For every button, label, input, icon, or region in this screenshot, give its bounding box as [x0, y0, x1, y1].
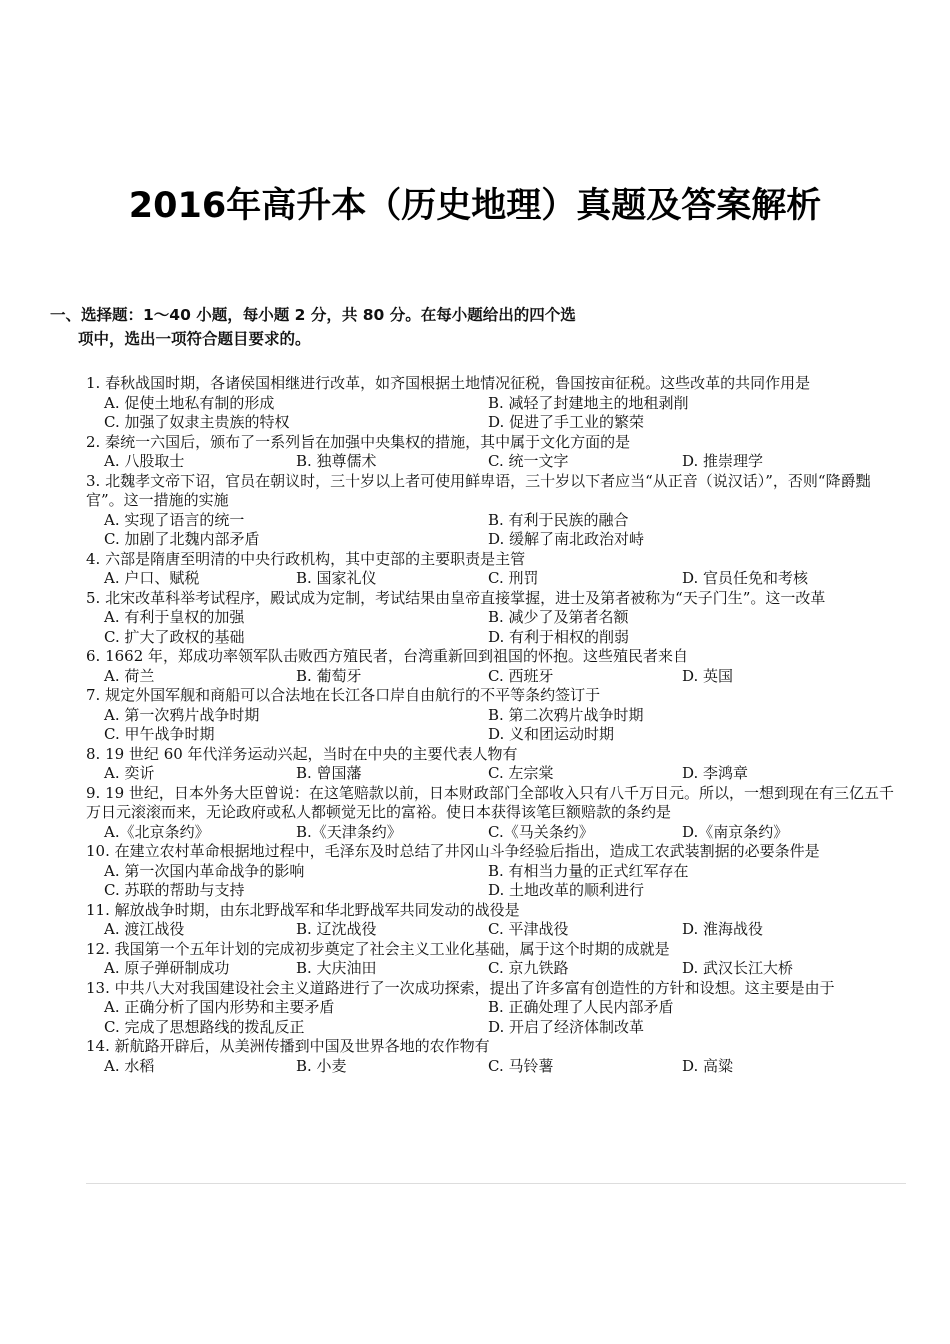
- option-row: [86, 764, 896, 784]
- answer-option: A. 原子弹研制成功: [104, 959, 230, 977]
- question-item: [86, 374, 896, 433]
- option-row: [86, 628, 896, 648]
- answer-option: A. 八股取士: [104, 452, 185, 470]
- answer-option: A. 户口、赋税: [104, 569, 200, 587]
- answer-option: C. 甲午战争时期: [104, 725, 215, 743]
- question-item: [86, 550, 896, 589]
- answer-option: B. 独尊儒术: [296, 452, 377, 470]
- answer-option: C. 刑罚: [488, 569, 539, 587]
- answer-option: C. 苏联的帮助与支持: [104, 881, 245, 899]
- option-row: [86, 569, 896, 589]
- answer-option: C. 加剧了北魏内部矛盾: [104, 530, 260, 548]
- answer-option: B. 减轻了封建地主的地租剥削: [488, 393, 689, 412]
- answer-option: B. 有相当力量的正式红军存在: [488, 861, 689, 880]
- answer-option: A. 第一次国内革命战争的影响: [104, 861, 305, 880]
- answer-option: A. 渡江战役: [104, 920, 185, 938]
- answer-option: C. 加强了奴隶主贵族的特权: [104, 413, 290, 431]
- page-divider: [86, 1183, 906, 1184]
- answer-option: D. 高粱: [682, 1056, 734, 1075]
- answer-option: C. 完成了思想路线的拨乱反正: [104, 1017, 305, 1036]
- question-item: [86, 842, 896, 901]
- option-row: [86, 725, 896, 745]
- question-stem: 3. 北魏孝文帝下诏，官员在朝议时，三十岁以上者可使用鲜卑语，三十岁以下者应当“从正音（说汉话）”，否则“降爵黜官”。这一措施的实施: [86, 471, 871, 509]
- answer-option: D.《南京条约》: [682, 822, 789, 841]
- answer-option: D. 武汉长江大桥: [682, 959, 794, 977]
- option-row: [86, 998, 896, 1018]
- option-row: [86, 1057, 896, 1077]
- question-stem: 12. 我国第一个五年计划的完成初步奠定了社会主义工业化基础，属于这个时期的成就是: [86, 939, 670, 958]
- answer-option: C. 京九铁路: [488, 959, 569, 977]
- answer-option: D. 官员任免和考核: [682, 569, 809, 587]
- answer-option: A. 有利于皇权的加强: [104, 608, 245, 626]
- answer-option: B. 小麦: [296, 1056, 347, 1075]
- question-item: [86, 901, 896, 940]
- answer-option: B. 国家礼仪: [296, 569, 377, 587]
- answer-option: C. 西班牙: [488, 666, 554, 685]
- question-stem: 5. 北宋改革科举考试程序，殿试成为定制，考试结果由皇帝直接掌握，进士及第者被称为“天子门生”。这一改革: [86, 588, 826, 607]
- option-row: [86, 862, 896, 882]
- answer-option: D. 有利于相权的削弱: [488, 627, 630, 646]
- question-item: [86, 472, 896, 550]
- answer-option: B. 葡萄牙: [296, 666, 362, 685]
- question-item: [86, 686, 896, 745]
- answer-option: A. 正确分析了国内形势和主要矛盾: [104, 998, 335, 1016]
- answer-option: A.《北京条约》: [104, 822, 210, 841]
- question-item: [86, 784, 896, 843]
- question-item: [86, 979, 896, 1038]
- question-stem: 6. 1662 年，郑成功率领军队击败西方殖民者，台湾重新回到祖国的怀抱。这些殖民者来自: [86, 647, 689, 665]
- question-item: [86, 433, 896, 472]
- question-item: [86, 589, 896, 648]
- answer-option: C. 马铃薯: [488, 1056, 554, 1075]
- option-row: [86, 511, 896, 531]
- section-instructions-line-2: 项中，选出一项符合题目要求的。: [78, 330, 311, 348]
- option-row: [86, 881, 896, 901]
- question-stem: 7. 规定外国军舰和商船可以合法地在长江各口岸自由航行的不平等条约签订于: [86, 686, 601, 704]
- question-list: [86, 374, 896, 1076]
- answer-option: D. 土地改革的顺利进行: [488, 881, 645, 899]
- answer-option: D. 促进了手工业的繁荣: [488, 413, 645, 431]
- answer-option: A. 第一次鸦片战争时期: [104, 705, 260, 724]
- answer-option: D. 淮海战役: [682, 920, 764, 938]
- question-item: [86, 745, 896, 784]
- question-stem: 4. 六部是隋唐至明清的中央行政机构，其中吏部的主要职责是主管: [86, 549, 526, 568]
- answer-option: B. 大庆油田: [296, 959, 377, 977]
- option-row: [86, 413, 896, 433]
- option-row: [86, 920, 896, 940]
- option-row: [86, 394, 896, 414]
- answer-option: B. 正确处理了人民内部矛盾: [488, 998, 674, 1016]
- option-row: [86, 823, 896, 843]
- option-row: [86, 608, 896, 628]
- answer-option: B. 曾国藩: [296, 764, 362, 782]
- question-item: [86, 940, 896, 979]
- option-row: [86, 706, 896, 726]
- answer-option: D. 推崇理学: [682, 452, 764, 470]
- question-stem: 8. 19 世纪 60 年代洋务运动兴起，当时在中央的主要代表人物有: [86, 744, 518, 763]
- answer-option: A. 奕䜣: [104, 764, 155, 782]
- answer-option: D. 李鸿章: [682, 764, 749, 782]
- answer-option: A. 水稻: [104, 1056, 155, 1075]
- answer-option: B. 减少了及第者名额: [488, 608, 629, 626]
- option-row: [86, 452, 896, 472]
- answer-option: C. 左宗棠: [488, 764, 554, 782]
- answer-option: D. 缓解了南北政治对峙: [488, 530, 645, 548]
- answer-option: D. 义和团运动时期: [488, 725, 615, 743]
- answer-option: B.《天津条约》: [296, 822, 402, 841]
- answer-option: C. 扩大了政权的基础: [104, 627, 245, 646]
- answer-option: C. 统一文字: [488, 452, 569, 470]
- answer-option: D. 英国: [682, 666, 734, 685]
- question-stem: 1. 春秋战国时期，各诸侯国相继进行改革，如齐国根据土地情况征税，鲁国按亩征税。这些改革的共同作用是: [86, 374, 811, 392]
- question-stem: 14. 新航路开辟后，从美洲传播到中国及世界各地的农作物有: [86, 1037, 490, 1055]
- answer-option: B. 有利于民族的融合: [488, 510, 629, 529]
- question-item: [86, 647, 896, 686]
- question-stem: 9. 19 世纪，日本外务大臣曾说：在这笔赔款以前，日本财政部门全部收入只有八千万日元。所以，一想到现在有三亿五千万日元滚滚而来，无论政府或私人都顿觉无比的富裕。使日本获得该笔巨额赔款的条约是: [86, 783, 894, 821]
- document-title: 2016年高升本（历史地理）真题及答案解析: [128, 186, 822, 226]
- option-row: [86, 1018, 896, 1038]
- answer-option: A. 荷兰: [104, 666, 155, 685]
- question-stem: 13. 中共八大对我国建设社会主义道路进行了一次成功探索，提出了许多富有创造性的方针和设想。这主要是由于: [86, 978, 835, 997]
- answer-option: A. 实现了语言的统一: [104, 510, 245, 529]
- answer-option: B. 第二次鸦片战争时期: [488, 705, 644, 724]
- question-item: [86, 1037, 896, 1076]
- question-stem: 10. 在建立农村革命根据地过程中，毛泽东及时总结了井冈山斗争经验后指出，造成工农武装割据的必要条件是: [86, 842, 820, 860]
- answer-option: D. 开启了经济体制改革: [488, 1017, 645, 1036]
- option-row: [86, 530, 896, 550]
- question-stem: 11. 解放战争时期，由东北野战军和华北野战军共同发动的战役是: [86, 900, 520, 919]
- option-row: [86, 667, 896, 687]
- section-heading: [50, 303, 870, 351]
- section-instructions-line-1: 一、选择题：1～40 小题，每小题 2 分，共 80 分。在每小题给出的四个选: [50, 306, 576, 324]
- answer-option: C. 平津战役: [488, 920, 569, 938]
- answer-option: C.《马关条约》: [488, 822, 594, 841]
- option-row: [86, 959, 896, 979]
- answer-option: A. 促使土地私有制的形成: [104, 393, 275, 412]
- answer-option: B. 辽沈战役: [296, 920, 377, 938]
- question-stem: 2. 秦统一六国后，颁布了一系列旨在加强中央集权的措施，其中属于文化方面的是: [86, 432, 631, 451]
